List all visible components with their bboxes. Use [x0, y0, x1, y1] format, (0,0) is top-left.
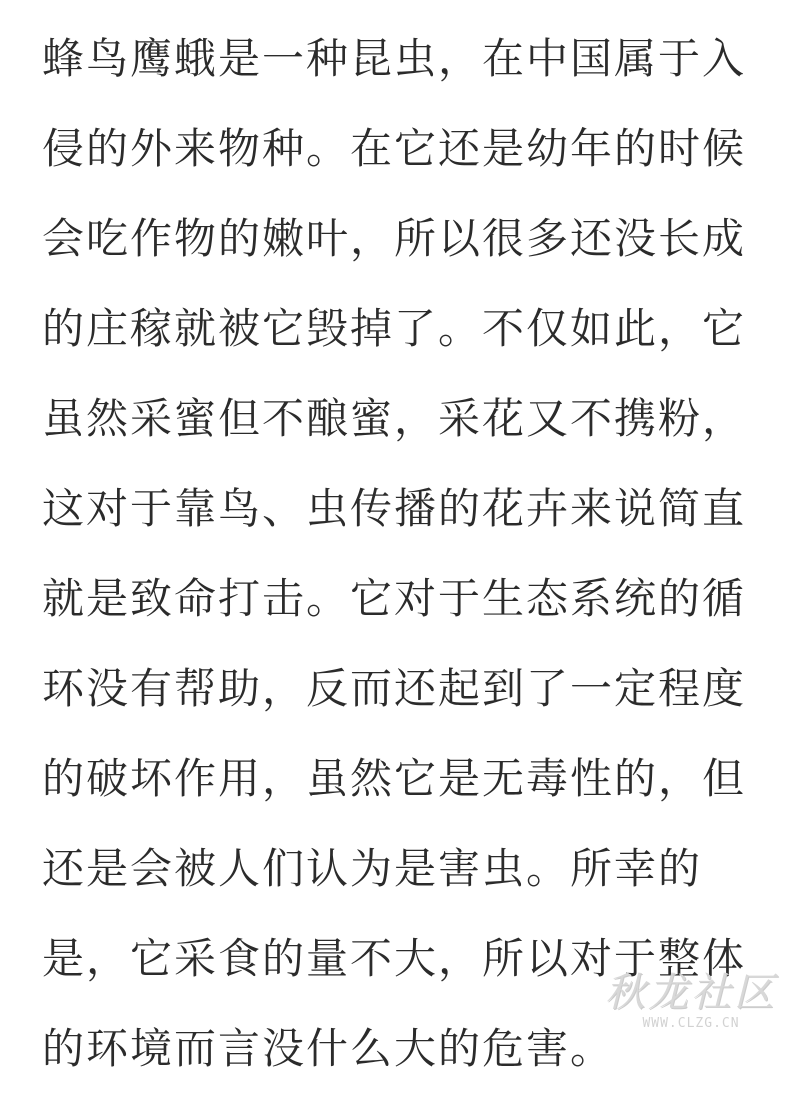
article-line: 还是会被人们认为是害虫。所幸的	[42, 844, 703, 893]
article-line: 会吃作物的嫩叶，所以很多还没长成	[42, 214, 747, 263]
article-line: 的破坏作用，虽然它是无毒性的，但	[42, 754, 747, 803]
article-line: 虽然采蜜但不酿蜜，采花又不携粉，	[42, 394, 747, 443]
article-line: 这对于靠鸟、虫传播的花卉来说简直	[42, 484, 747, 533]
watermark-url: WWW.CLZG.CN	[642, 1016, 740, 1031]
watermark-logo: 秋龙社区	[605, 970, 777, 1016]
article-line: 就是致命打击。它对于生态系统的循	[42, 574, 747, 623]
article-line: 环没有帮助，反而还起到了一定程度	[42, 664, 747, 713]
article-line: 侵的外来物种。在它还是幼年的时候	[42, 124, 747, 173]
site-watermark	[596, 970, 786, 1031]
article-body	[42, 14, 772, 1094]
article-line: 的庄稼就被它毁掉了。不仅如此，它	[42, 304, 747, 353]
article-line: 是，它采食的量不大，所以对于整体	[42, 934, 747, 983]
article-line: 蜂鸟鹰蛾是一种昆虫，在中国属于入	[42, 34, 747, 83]
article-line: 的环境而言没什么大的危害。	[42, 1024, 615, 1073]
